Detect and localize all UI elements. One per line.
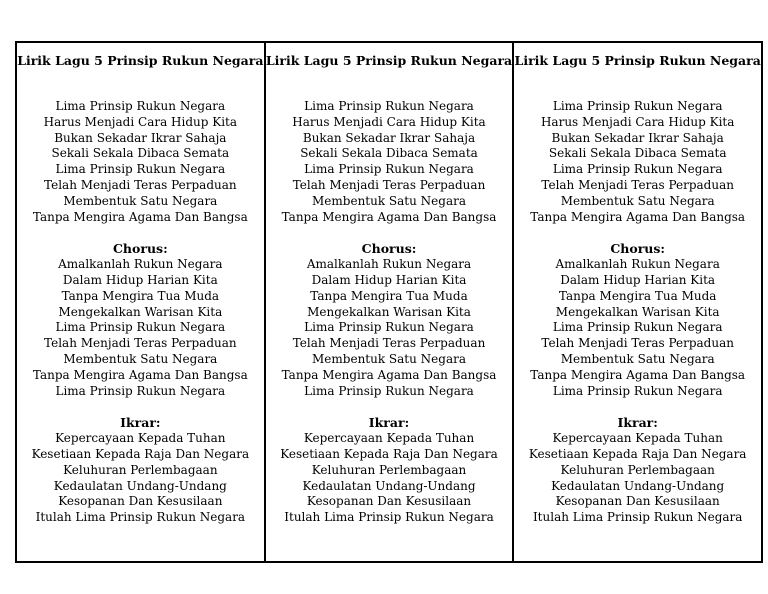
ikrar-line: Kedaulatan Undang-Undang [302,478,476,493]
chorus-line: Amalkanlah Rukun Negara [306,257,472,272]
verse-line: Lima Prinsip Rukun Negara [304,99,474,113]
ikrar-line: Kepercayaan Kepada Tuhan [303,431,475,446]
chorus-line: Lima Prinsip Rukun Negara [55,383,226,398]
chorus-line: Membentuk Satu Negara [560,351,715,366]
chorus-line: Tanpa Mengira Agama Dan Bangsa [530,367,746,382]
chorus-line: Dalam Hidup Harian Kita [62,272,218,287]
verse-line: Tanpa Mengira Agama Dan Bangsa [530,209,746,224]
song-title: Lirik Lagu 5 Prinsip Rukun Negara [17,53,264,68]
ikrar-line: Kepercayaan Kepada Tuhan [55,431,226,446]
chorus-line: Mengekalkan Warisan Kita [58,304,223,319]
ikrar-line: Kesopanan Dan Kesusilaan [306,494,472,509]
chorus-line: Dalam Hidup Harian Kita [560,272,716,287]
verse-line: Lima Prinsip Rukun Negara [552,162,723,177]
chorus-line: Tanpa Mengira Tua Muda [558,288,717,303]
verse-line: Harus Menjadi Cara Hidup Kita [540,114,735,129]
chorus-line: Tanpa Mengira Tua Muda [310,288,468,303]
verse-block [266,99,513,225]
chorus-line: Tanpa Mengira Agama Dan Bangsa [281,367,497,382]
verse-line: Tanpa Mengira Agama Dan Bangsa [281,209,497,224]
verse-line: Telah Menjadi Teras Perpaduan [44,177,237,192]
verse-line: Bukan Sekadar Ikrar Sahaja [302,130,476,145]
chorus-heading: Chorus: [361,241,417,257]
verse-line: Bukan Sekadar Ikrar Sahaja [551,130,724,145]
verse-line: Sekali Sekala Dibaca Semata [51,146,230,161]
song-title: Lirik Lagu 5 Prinsip Rukun Negara [265,53,513,68]
ikrar-line: Kesetiaan Kepada Raja Dan Negara [528,446,747,461]
chorus-line: Lima Prinsip Rukun Negara [55,320,226,335]
ikrar-line: Kedaulatan Undang-Undang [53,478,227,493]
verse-line: Sekali Sekala Dibaca Semata [300,146,478,161]
chorus-line: Membentuk Satu Negara [63,351,218,366]
ikrar-heading: Ikrar: [368,415,410,431]
chorus-line: Amalkanlah Rukun Negara [555,257,720,272]
chorus-line: Lima Prinsip Rukun Negara [552,383,723,398]
verse-line: Harus Menjadi Cara Hidup Kita [292,114,486,129]
ikrar-line: Kesetiaan Kepada Raja Dan Negara [31,446,250,461]
verse-block [514,99,761,225]
chorus-block [266,241,513,399]
ikrar-line: Kesopanan Dan Kesusilaan [58,494,223,509]
chorus-line: Membentuk Satu Negara [312,351,466,366]
verse-line: Membentuk Satu Negara [560,193,715,208]
chorus-line: Amalkanlah Rukun Negara [58,257,223,272]
chorus-line: Mengekalkan Warisan Kita [555,304,720,319]
chorus-heading: Chorus: [112,241,168,257]
ikrar-heading: Ikrar: [120,415,161,431]
chorus-block [17,241,264,399]
ikrar-line: Kesopanan Dan Kesusilaan [555,494,720,509]
chorus-block [514,241,761,399]
song-title: Lirik Lagu 5 Prinsip Rukun Negara [514,53,761,68]
ikrar-line: Keluhuran Perlembagaan [311,462,467,477]
lyrics-column-3 [512,43,761,561]
chorus-line: Telah Menjadi Teras Perpaduan [292,336,486,351]
ikrar-line: Keluhuran Perlembagaan [63,462,218,477]
verse-line: Membentuk Satu Negara [312,193,466,208]
chorus-line: Tanpa Mengira Agama Dan Bangsa [32,367,248,382]
ikrar-line: Itulah Lima Prinsip Rukun Negara [532,510,743,525]
chorus-line: Lima Prinsip Rukun Negara [304,320,474,335]
verse-line: Lima Prinsip Rukun Negara [304,162,474,177]
verse-block [17,99,264,225]
ikrar-block [17,415,264,526]
ikrar-heading: Ikrar: [617,415,658,431]
chorus-line: Telah Menjadi Teras Perpaduan [44,336,237,351]
verse-line: Tanpa Mengira Agama Dan Bangsa [32,209,248,224]
chorus-line: Lima Prinsip Rukun Negara [552,320,723,335]
ikrar-line: Keluhuran Perlembagaan [560,462,715,477]
lyrics-column-1 [17,43,264,561]
lyrics-column-2 [264,43,513,561]
verse-line: Lima Prinsip Rukun Negara [55,99,226,113]
chorus-line: Mengekalkan Warisan Kita [307,304,471,319]
lyrics-sheet [15,41,763,563]
verse-line: Membentuk Satu Negara [63,193,218,208]
ikrar-line: Itulah Lima Prinsip Rukun Negara [35,510,246,525]
verse-line: Sekali Sekala Dibaca Semata [548,146,727,161]
verse-line: Telah Menjadi Teras Perpaduan [292,177,486,192]
verse-line: Bukan Sekadar Ikrar Sahaja [54,130,227,145]
ikrar-block [514,415,761,526]
verse-line: Lima Prinsip Rukun Negara [55,162,226,177]
ikrar-line: Kedaulatan Undang-Undang [551,478,725,493]
chorus-line: Tanpa Mengira Tua Muda [61,288,220,303]
chorus-line: Telah Menjadi Teras Perpaduan [541,336,734,351]
verse-line: Telah Menjadi Teras Perpaduan [541,177,734,192]
chorus-line: Lima Prinsip Rukun Negara [304,383,474,398]
verse-line: Lima Prinsip Rukun Negara [552,99,723,113]
chorus-line: Dalam Hidup Harian Kita [311,272,467,287]
ikrar-block [266,415,513,526]
verse-line: Harus Menjadi Cara Hidup Kita [43,114,238,129]
chorus-heading: Chorus: [610,241,666,257]
ikrar-line: Kesetiaan Kepada Raja Dan Negara [280,446,498,461]
ikrar-line: Itulah Lima Prinsip Rukun Negara [284,510,494,525]
ikrar-line: Kepercayaan Kepada Tuhan [552,431,723,446]
